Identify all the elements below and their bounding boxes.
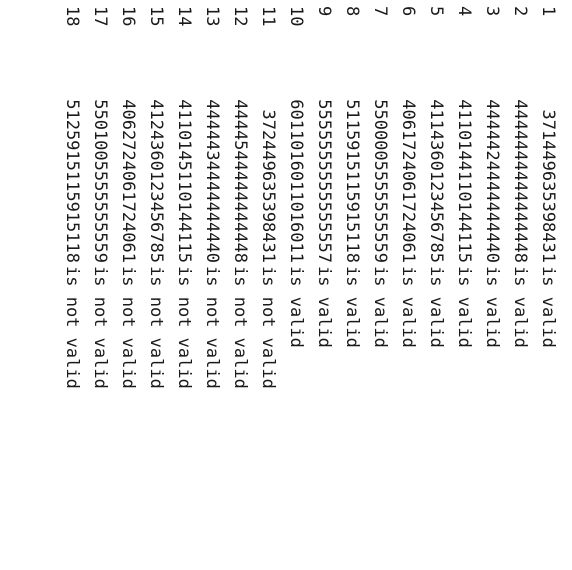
validity-status: is valid [538,266,558,348]
row-index: 16 [118,6,138,27]
validity-status: is not valid [90,266,110,389]
card-number: 372449635398431 [258,109,278,263]
validity-status: is valid [426,266,446,348]
validity-status: is not valid [230,266,250,389]
validity-status: is not valid [258,266,278,389]
validity-status: is valid [370,266,390,348]
validity-status: is valid [454,266,474,348]
result-row [58,0,86,570]
row-index: 1 [538,6,558,17]
result-row [254,0,282,570]
card-number: 4444544444444448 [230,99,250,263]
validity-status: is valid [510,266,530,348]
card-number: 5500005555555559 [370,99,390,263]
validity-status: is not valid [174,266,194,389]
card-number: 4444444444444448 [510,99,530,263]
card-number: 4062724061724061 [118,99,138,263]
row-index: 5 [426,6,446,17]
row-index: 11 [258,6,278,27]
result-row [478,0,506,570]
row-index: 12 [230,6,250,27]
row-index: 8 [342,6,362,17]
card-number: 371449635398431 [538,109,558,263]
validity-status: is not valid [202,266,222,389]
row-index: 10 [286,6,306,27]
row-index: 14 [174,6,194,27]
result-row [86,0,114,570]
row-index: 6 [398,6,418,17]
row-index: 17 [90,6,110,27]
result-row [534,0,562,570]
result-row [170,0,198,570]
result-row [422,0,450,570]
card-number: 4444424444444440 [482,99,502,263]
validity-status: is valid [482,266,502,348]
card-number: 5555555555555557 [314,99,334,263]
card-number: 4444434444444440 [202,99,222,263]
validity-status: is valid [398,266,418,348]
card-number: 5501005555555559 [90,99,110,263]
result-row [226,0,254,570]
validity-status: is not valid [62,266,82,389]
result-row [338,0,366,570]
result-row [506,0,534,570]
row-index: 18 [62,6,82,27]
card-number: 4124360123456785 [146,99,166,263]
row-index: 13 [202,6,222,27]
result-row [366,0,394,570]
validity-status: is not valid [118,266,138,389]
row-index: 9 [314,6,334,17]
validity-status: is valid [314,266,334,348]
row-index: 3 [482,6,502,17]
validity-status: is valid [342,266,362,348]
row-index: 7 [370,6,390,17]
card-number: 6011016011016011 [286,99,306,263]
card-number: 4114360123456785 [426,99,446,263]
card-number: 5115915115915118 [342,99,362,263]
result-row [394,0,422,570]
card-number: 4110144110144115 [454,99,474,263]
validity-status: is not valid [146,266,166,389]
result-row [450,0,478,570]
card-number: 4061724061724061 [398,99,418,263]
result-row [282,0,310,570]
row-index: 15 [146,6,166,27]
validity-status: is valid [286,266,306,348]
result-row [114,0,142,570]
row-index: 2 [510,6,530,17]
result-row [310,0,338,570]
result-row [142,0,170,570]
card-number: 5125915115915118 [62,99,82,263]
result-row [198,0,226,570]
row-index: 4 [454,6,474,17]
card-number: 4110145110144115 [174,99,194,263]
